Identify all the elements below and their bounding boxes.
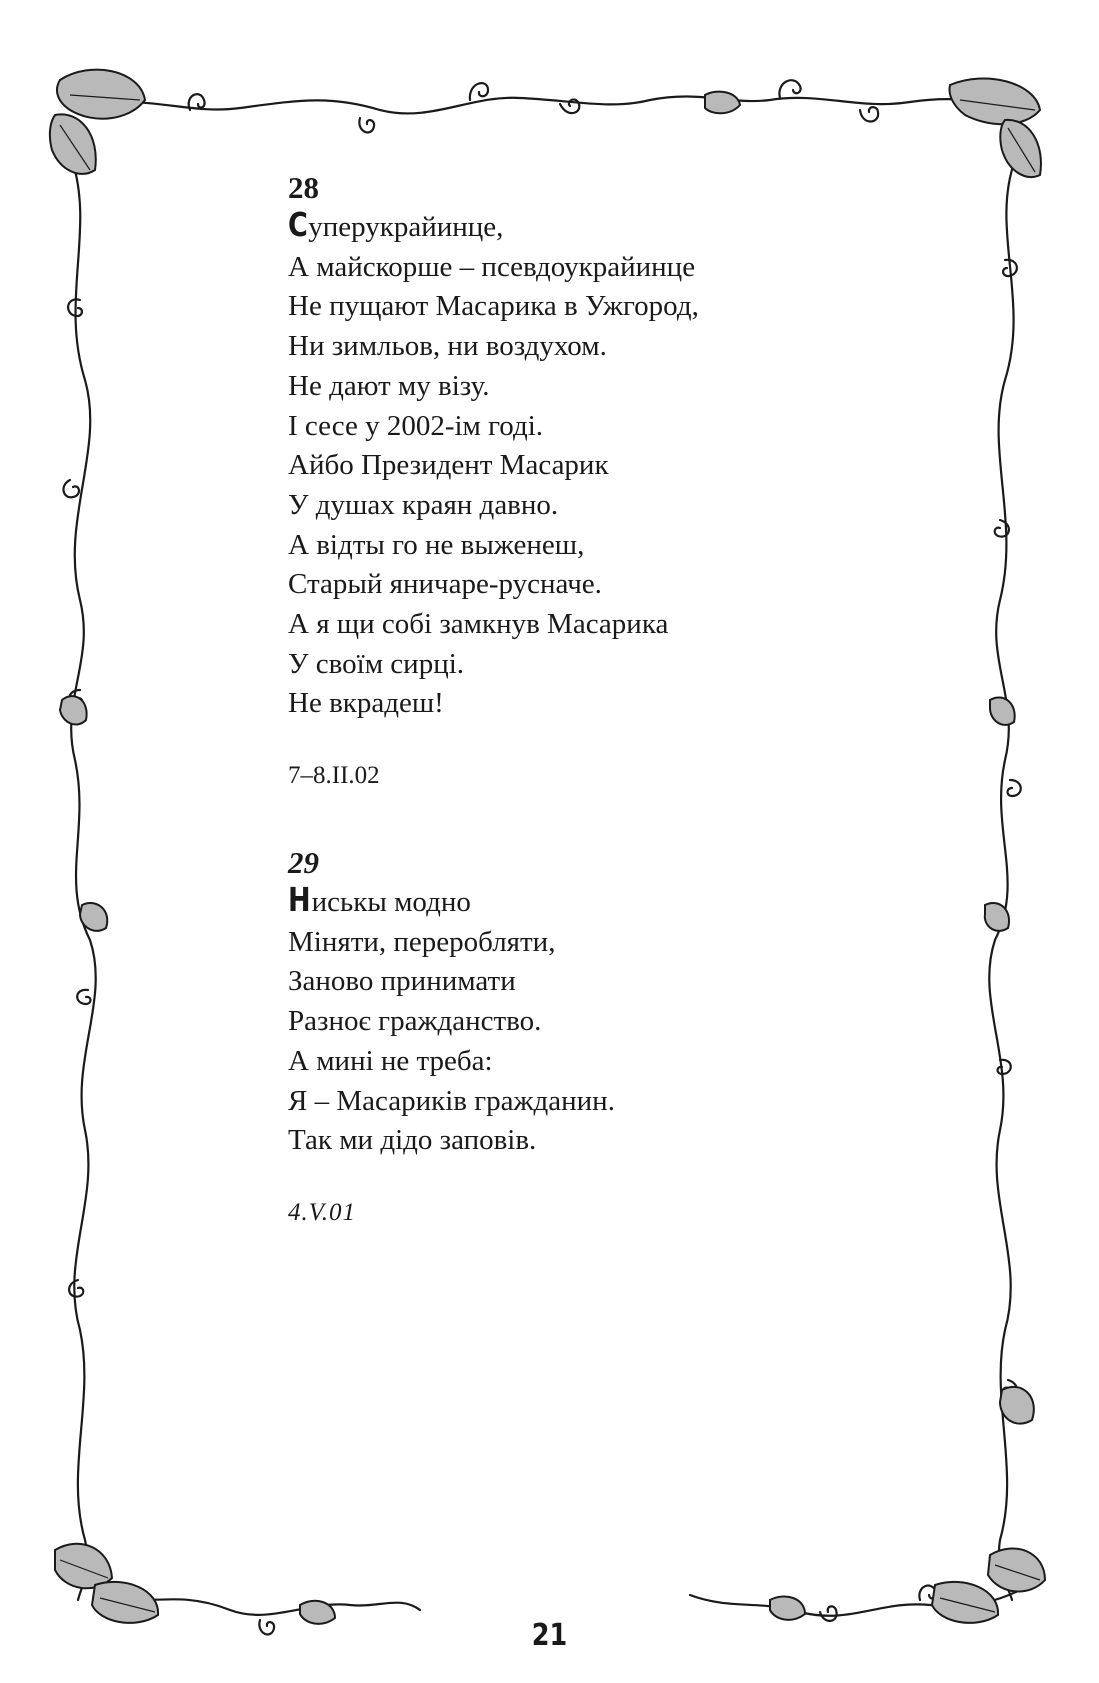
poem-line: І сесе у 2002-ім годі.	[288, 409, 544, 442]
first-line-text: уперукрайинце,	[308, 211, 504, 243]
poem-lines	[288, 205, 848, 724]
poem-line: А мині не треба:	[288, 1044, 493, 1077]
drop-cap: Н	[288, 880, 311, 919]
page-number: 21	[531, 1618, 568, 1653]
poem-line: А відты го не выженеш,	[288, 528, 585, 561]
poem-date: 7–8.II.02	[288, 762, 380, 790]
poem-line: А майскорше – псевдоукрайинце	[288, 250, 696, 283]
first-line-text: иськы модно	[311, 886, 471, 918]
poem-line: У своїм сирці.	[288, 647, 465, 680]
poem-first-line	[288, 880, 848, 923]
poem-number: 29	[288, 845, 319, 880]
poem-28	[288, 170, 848, 791]
poem-line: Старый яничаре-русначе.	[288, 568, 602, 601]
poem-line: У душах краян давно.	[288, 488, 559, 521]
poem-line: Не дают му візу.	[288, 369, 490, 402]
poem-line: Айбо Президент Масарик	[288, 449, 609, 482]
poem-first-line	[288, 205, 848, 248]
poem-date: 4.V.01	[288, 1198, 357, 1226]
poem-line: Не пущают Масарика в Ужгород,	[288, 290, 699, 323]
poem-line: А я щи собі замкнув Масарика	[288, 608, 669, 641]
poem-line: Заново принимати	[288, 965, 516, 998]
poem-line: Я – Масариків гражданин.	[288, 1084, 615, 1117]
poem-29	[288, 845, 848, 1228]
poem-line: Разноє гражданство.	[288, 1005, 542, 1038]
drop-cap: С	[288, 205, 308, 244]
poem-line: Ни зимльов, ни воздухом.	[288, 330, 607, 363]
poem-number: 28	[288, 170, 319, 205]
poem-line: Міняти, переробляти,	[288, 925, 556, 958]
poem-lines	[288, 880, 848, 1161]
poem-line: Не вкрадеш!	[288, 687, 444, 720]
poem-line: Так ми дідо заповів.	[288, 1124, 537, 1157]
